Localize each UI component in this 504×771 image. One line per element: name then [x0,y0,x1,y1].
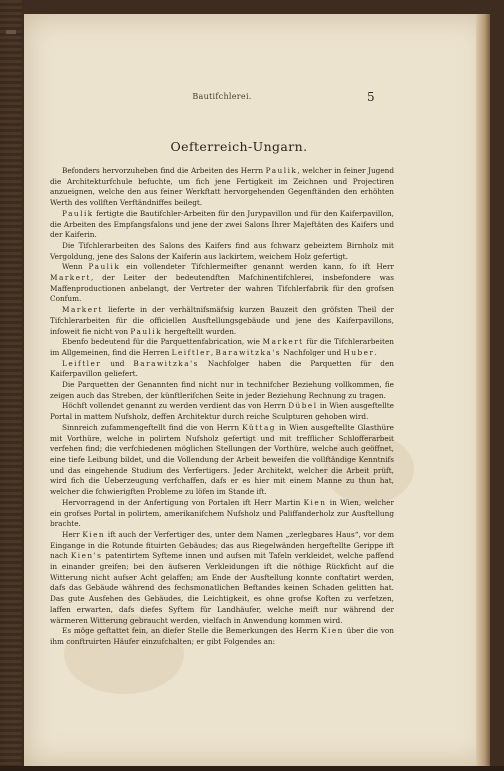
text-run: , der Leiter der bedeutendften Mafchinentifchlerei, insbefondere was Maffenproductionen anbelangt, der Vertreter der wahren Tifchlerfabrik für den grofsen Confum. [50,273,394,304]
paragraph [50,359,394,380]
paragraph [50,337,394,358]
binding-label [6,30,16,34]
book-binding [0,0,22,771]
text-run: Es möge geftattet fein, an diefer Stelle die Bemerkungen des Herrn [62,626,322,636]
text-run: patentirtem Syfteme innen und aufsen mit Tafeln verkleidet, welche paffend in einander greifen; bei den äufseren Verkleidungen ift die nöthige Rückficht auf die Witterung nicht aufser Acht gelaffen; am Ende der Ausftellung konnte conftatirt werden, dafs das Gebäude während des fechsmonatlichen Beftandes keinen Schaden gelitten hat. Das gute Ausfehen des Gebäudes, die Leichtigkeit, es ohne grofse Koften zu verfetzen, laffen erwarten, dafs diefes Syftem für Landhäufer, welche meift nur während der wärmeren Witterung gebraucht werden, vielfach in Anwendung kommen wird. [50,551,394,625]
spaced-name: Paulik [265,166,298,175]
paragraph [50,209,394,241]
spaced-name: Kien [303,497,327,507]
paragraph [50,305,394,337]
spaced-name: Leiftler [171,347,211,357]
text-run: Wenn [62,262,89,272]
spaced-name: Paulik [130,326,163,336]
text-run: für die Tifchlerarbeiten im Allgemeinen, find die Herren [50,337,395,357]
paragraph [50,262,394,305]
paragraph [50,241,394,262]
body-text [50,166,394,648]
text-run: . [374,347,377,357]
text-run: Sinnreich zufammengeftellt find die von Herrn [62,422,243,432]
text-run: über die von ihm conftruirten Häufer einzufchalten; er gibt Folgendes an: [50,626,394,646]
text-run: ift auch der Verfertiger des, unter dem Namen „zerlegbares Haus“, vor dem Eingange in die Rotunde fituirten Gebäudes; das aus Riegelwänden hergeftellte Gerippe ift nach [50,529,394,561]
text-run: , [210,347,216,357]
text-run: , welcher in feiner Jugend die Architekturfchule befuchte, um fich jene Fertigkeit im Zeichnen und Projectiren anzueignen, welche den aus feiner Werkftatt hervorgehenden Gegenftänden den erhöhten Werth des vollften Verftändniffes beilegt. [50,166,395,208]
text-run: Nachfolger und [280,347,344,357]
paragraph [50,380,394,401]
text-run: in Wien ausgeftellte Portal in mattem Nufsholz, deffen Architektur durch reiche Sculpturen gehoben wird. [50,401,394,422]
spaced-name: Markert [62,305,103,315]
spaced-name: Kien [82,529,106,539]
paragraph [50,530,394,626]
text-run: Höchft vollendet genannt zu werden verdient das von Herrn [62,401,289,411]
spaced-name: Paulik [62,208,94,218]
text-run: in Wien ausgeftellte Glasthüre mit Vorthüre, welche in polirtem Nufsholz gefertigt und mit trefflicher Schlofferarbeit verfehen find; die verfchiedenen möglichen Stellungen der Vorthüre, welche auch geöffnet, eine tiefe Leibung bildet, und die Vollendung der Arbeit beweifen die vollftändige Kenntnifs und das eingehende Studium des Verfertigers. Jeder Architekt, welcher die Arbeit prüft, wird fich die Ueberzeugung verfchaffen, dafs er es hier mit einem Manne zu thun hat, welcher die fchwierigften Probleme zu löfen im Stande ift. [50,422,394,497]
spaced-name: Markert [50,273,91,283]
spaced-name: Kien's [70,551,103,561]
spaced-name: Kien [321,626,344,636]
book-page [24,14,490,766]
spaced-name: Paulik [88,262,121,272]
text-run: Herr [62,529,83,539]
text-run: Nachfolger haben die Parquetten für den Kaiferpavillon geliefert. [50,358,394,379]
chapter-title: Oefterreich-Ungarn. [170,139,308,154]
text-run: hergeftellt wurden. [162,326,237,336]
paragraph [50,166,394,209]
text-run: Befonders hervorzuheben find die Arbeiten des Herrn [62,166,266,175]
spaced-name: Barawitzka's [133,358,199,368]
paragraph [50,626,394,647]
text-run: ein vollendeter Tifchlermeifter genannt werden kann, fo ift Herr [120,262,394,272]
paragraph [50,401,394,422]
text-run: fertigte die Bautifchler-Arbeiten für den Jurypavillon und für den Kaiferpavillon, die Arbeiten des Empfangsfalons und jene der zwei Salons Ihrer Majeftäten des Kaifers und der Kaiferin. [50,208,394,240]
text-run: Die Parquetten der Genannten find nicht nur in technifcher Beziehung vollkommen, fie zeigen auch das Streben, der künftlerifchen Seite in jeder Beziehung Rechnung zu tragen. [50,380,394,400]
paragraph [50,423,394,498]
spaced-name: Barawitzka's [215,347,281,357]
spaced-name: Huber [343,347,375,357]
paragraph [50,498,394,530]
spaced-name: Markert [262,337,304,347]
scan-bottom-edge [0,766,504,771]
text-run: lieferte in der verhältnifsmäfsig kurzen Bauzeit den gröfsten Theil der Tifchlerarbeiten für die officiellen Ausftellungsgebäude und jene des Kaiferpavillons, infoweit fie nicht von [50,305,394,336]
page-number: 5 [367,90,375,104]
text-run: in Wien, welcher ein grofses Portal in polirtem, amerikanifchem Nufsholz und Paliffanderholz zur Ausftellung brachte. [50,497,394,529]
text-run: Ebenfo bedeutend für die Parquettenfabrication, wie [62,337,263,347]
text-run: Hervorragend in der Anfertigung von Portalen ift Herr Martin [62,497,304,507]
text-run: und [101,358,134,368]
spaced-name: Dübel [288,401,318,411]
running-header: Bautifchlerei. [192,92,252,101]
page-edge [476,14,490,766]
spaced-name: Küttag [242,422,276,432]
spaced-name: Leiftler [62,358,102,368]
text-run: Die Tifchlerarbeiten des Salons des Kaifers find aus fchwarz gebeiztem Birnholz mit Vergoldung, jene des Salons der Kaiferin aus lackirtem, weichem Holz gefertigt. [50,240,394,261]
